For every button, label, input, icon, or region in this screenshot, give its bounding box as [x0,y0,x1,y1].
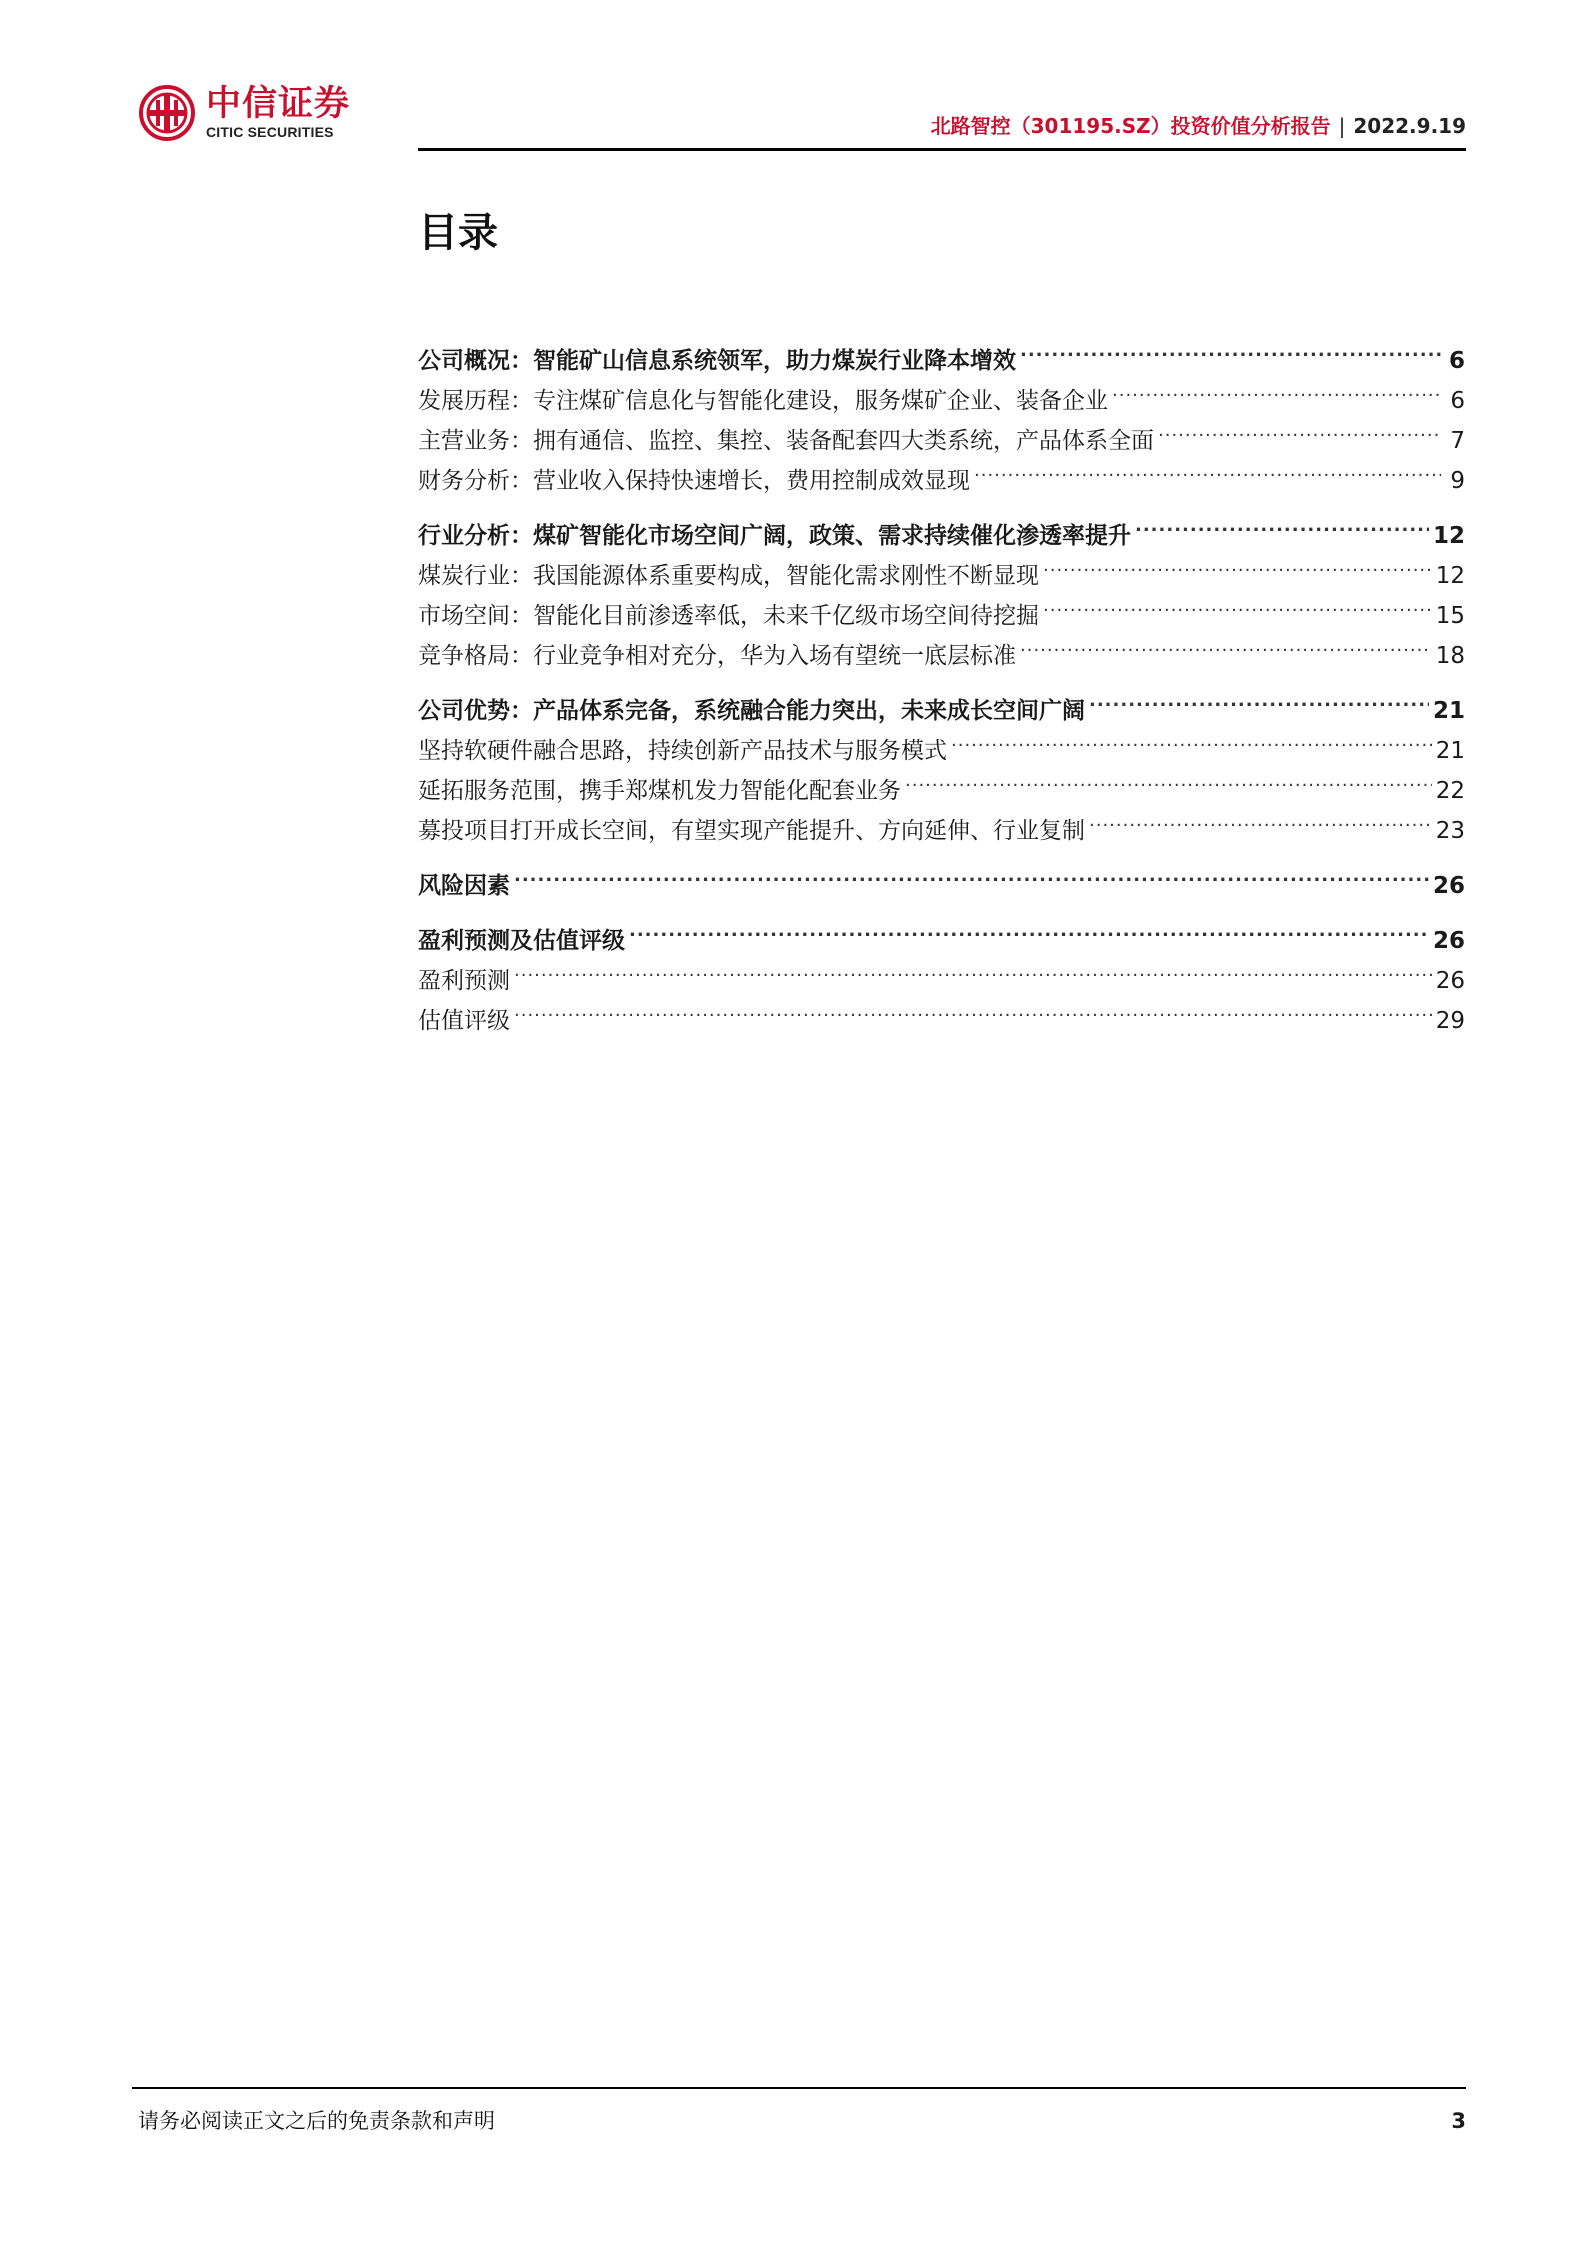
toc-dot-leader [629,908,1429,948]
citic-logo [138,84,468,144]
toc-entry-title: 公司概况：智能矿山信息系统领军，助力煤炭行业降本增效 [418,348,1016,374]
toc-entry-title: 公司优势：产品体系完备，系统融合能力突出，未来成长空间广阔 [418,698,1085,724]
page-number: 3 [1451,2109,1466,2133]
header-divider [418,148,1466,151]
toc-entry-title: 募投项目打开成长空间，有望实现产能提升、方向延伸、行业复制 [418,818,1085,844]
report-title: 北路智控（301195.SZ）投资价值分析报告 [930,114,1331,138]
toc-dot-leader [974,448,1441,488]
toc-dot-leader [1135,503,1429,543]
toc-main-entry[interactable] [418,328,1465,374]
toc-entry-page: 21 [1432,698,1465,724]
toc-entry-title: 发展历程：专注煤矿信息化与智能化建设，服务煤矿企业、装备企业 [418,388,1108,414]
toc-section [418,678,1465,844]
toc-entry-title: 行业分析：煤矿智能化市场空间广阔，政策、需求持续催化渗透率提升 [418,523,1131,549]
table-of-contents [418,328,1465,1043]
toc-section [418,503,1465,669]
logo-chinese-name: 中信证券 [206,83,351,124]
toc-entry-page: 6 [1450,388,1465,414]
footer-disclaimer: 请务必阅读正文之后的免责条款和声明 [138,2109,495,2133]
toc-entry-page: 9 [1450,468,1465,494]
toc-entry-title: 风险因素 [418,873,510,899]
toc-entry-title: 延拓服务范围，携手郑煤机发力智能化配套业务 [418,778,901,804]
toc-dot-leader [1089,798,1432,838]
toc-entry-page: 12 [1435,563,1465,589]
toc-entry-page: 7 [1450,428,1465,454]
toc-dot-leader [514,853,1429,893]
toc-dot-leader [1043,543,1432,583]
page-title: 目录 [418,210,498,256]
toc-dot-leader [514,988,1432,1028]
header-separator: | [1338,114,1346,138]
toc-dot-leader [1112,368,1441,408]
toc-entry-page: 18 [1435,643,1465,669]
toc-entry-page: 26 [1432,928,1465,954]
toc-sub-entry[interactable] [418,988,1465,1034]
toc-entry-title: 财务分析：营业收入保持快速增长，费用控制成效显现 [418,468,970,494]
toc-entry-page: 26 [1432,873,1465,899]
toc-entry-page: 22 [1435,778,1465,804]
toc-entry-title: 估值评级 [418,1008,510,1034]
toc-entry-title: 盈利预测及估值评级 [418,928,625,954]
toc-entry-title: 主营业务：拥有通信、监控、集控、装备配套四大类系统，产品体系全面 [418,428,1154,454]
toc-dot-leader [1089,678,1429,718]
toc-section [418,328,1465,494]
toc-sub-entry[interactable] [418,948,1465,994]
toc-entry-page: 6 [1448,348,1465,374]
toc-entry-title: 市场空间：智能化目前渗透率低，未来千亿级市场空间待挖掘 [418,603,1039,629]
toc-main-entry[interactable] [418,908,1465,954]
report-header [931,112,1466,140]
toc-section [418,908,1465,1034]
toc-dot-leader [1043,583,1432,623]
toc-dot-leader [1020,328,1441,368]
toc-entry-title: 煤炭行业：我国能源体系重要构成，智能化需求刚性不断显现 [418,563,1039,589]
toc-section [418,853,1465,899]
toc-main-entry[interactable] [418,503,1465,549]
toc-dot-leader [951,718,1432,758]
toc-entry-title: 竞争格局：行业竞争相对充分，华为入场有望统一底层标准 [418,643,1016,669]
logo-english-name: CITIC SECURITIES [206,124,334,140]
toc-entry-page: 12 [1432,523,1465,549]
toc-dot-leader [514,948,1432,988]
toc-dot-leader [1158,408,1441,448]
toc-main-entry[interactable] [418,853,1465,899]
toc-main-entry[interactable] [418,678,1465,724]
toc-entry-title: 盈利预测 [418,968,510,994]
toc-entry-page: 15 [1435,603,1465,629]
toc-dot-leader [905,758,1432,798]
footer-divider [132,2087,1466,2089]
toc-entry-page: 21 [1435,738,1465,764]
citic-logo-icon [138,84,196,142]
toc-entry-title: 坚持软硬件融合思路，持续创新产品技术与服务模式 [418,738,947,764]
report-date: 2022.9.19 [1353,114,1466,138]
toc-entry-page: 26 [1435,968,1465,994]
toc-dot-leader [1020,623,1432,663]
toc-entry-page: 23 [1435,818,1465,844]
toc-entry-page: 29 [1435,1008,1465,1034]
